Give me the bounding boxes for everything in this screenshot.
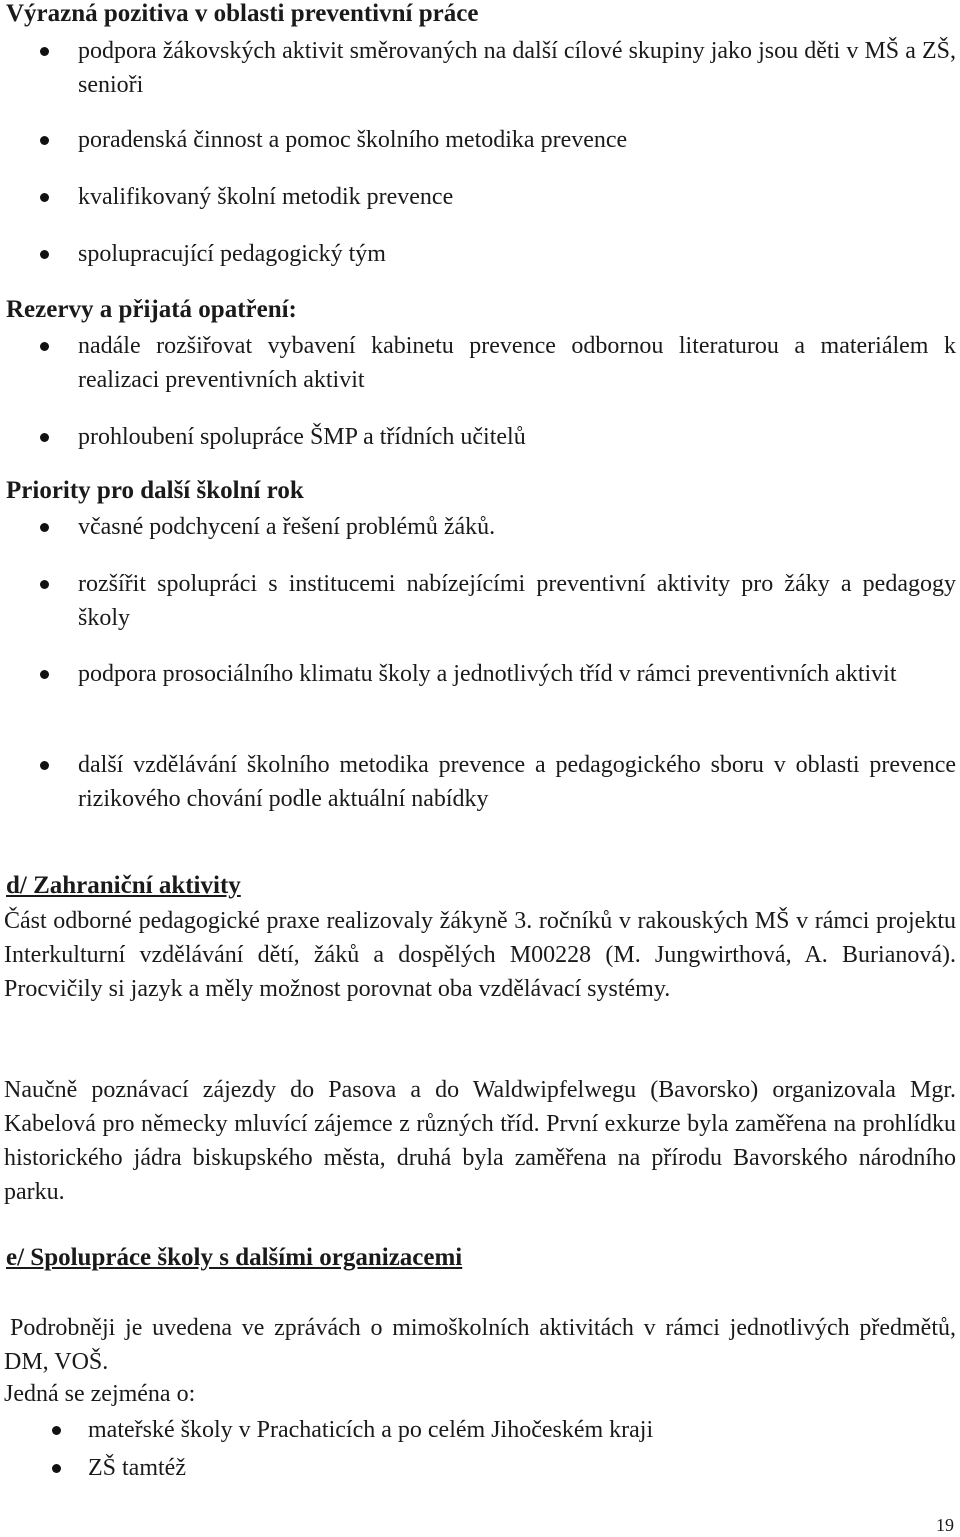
bullet-icon: [52, 1426, 61, 1435]
heading-foreign-activities: d/ Zahraniční aktivity: [6, 872, 241, 899]
list-item-text: rozšířit spolupráci s institucemi nabízejícími preventivní aktivity pro žáky a pedagogy školy: [78, 571, 956, 631]
bullet-icon: [40, 580, 49, 589]
bullet-icon: [40, 47, 49, 56]
list-item-text: další vzdělávání školního metodika prevence a pedagogického sboru v oblasti prevence rizikového chování podle aktuální nabídky: [78, 752, 956, 812]
list-item-text: nadále rozšiřovat vybavení kabinetu prevence odbornou literaturou a materiálem k realizaci preventivních aktivit: [78, 333, 956, 393]
list-item-text: mateřské školy v Prachaticích a po celém Jihočeském kraji: [88, 1417, 654, 1443]
paragraph: Podrobněji je uvedena ve zprávách o mimoškolních aktivitách v rámci jednotlivých předmětů, DM, VOŠ.: [4, 1315, 956, 1375]
bullet-icon: [40, 193, 49, 202]
list-item-text: ZŠ tamtéž: [88, 1455, 186, 1481]
bullet-icon: [40, 523, 49, 532]
list-item-text: včasné podchycení a řešení problémů žáků.: [78, 514, 496, 540]
bullet-icon: [40, 433, 49, 442]
list-item-text: prohloubení spolupráce ŠMP a třídních učitelů: [78, 424, 526, 450]
bullet-icon: [40, 136, 49, 145]
list-item-text: spolupracující pedagogický tým: [78, 241, 386, 267]
heading-preventive-positives: Výrazná pozitiva v oblasti preventivní práce: [6, 0, 479, 27]
heading-reserves: Rezervy a přijatá opatření:: [6, 296, 297, 323]
bullet-icon: [40, 670, 49, 679]
list-item-text: podpora žákovských aktivit směrovaných na další cílové skupiny jako jsou děti v MŠ a ZŠ, senioři: [78, 38, 956, 98]
list-item-text: kvalifikovaný školní metodik prevence: [78, 184, 454, 210]
bullet-icon: [40, 342, 49, 351]
page-number: 19: [936, 1515, 954, 1535]
list-intro: Jedná se zejména o:: [4, 1381, 196, 1407]
list-item-text: podpora prosociálního klimatu školy a jednotlivých tříd v rámci preventivních aktivit: [78, 661, 897, 687]
heading-priorities: Priority pro další školní rok: [6, 477, 304, 504]
paragraph: Naučně poznávací zájezdy do Pasova a do Waldwipfelwegu (Bavorsko) organizovala Mgr. Kabelová pro německy mluvící zájemce z různých tříd. První exkurze byla zaměřena na prohlídku historického jádra biskupského města, druhá byla zaměřena na přírodu Bavorského národního parku.: [4, 1077, 956, 1205]
bullet-icon: [52, 1464, 61, 1473]
bullet-icon: [40, 250, 49, 259]
bullet-icon: [40, 761, 49, 770]
paragraph: Část odborné pedagogické praxe realizovaly žákyně 3. ročníků v rakouských MŠ v rámci projektu Interkulturní vzdělávání dětí, žáků a dospělých M00228 (M. Jungwirthová, A. Burianová). Procvičily si jazyk a měly možnost porovnat oba vzdělávací systémy.: [4, 908, 956, 1002]
heading-cooperation: e/ Spolupráce školy s dalšími organizacemi: [6, 1244, 463, 1271]
list-item-text: poradenská činnost a pomoc školního metodika prevence: [78, 127, 628, 153]
